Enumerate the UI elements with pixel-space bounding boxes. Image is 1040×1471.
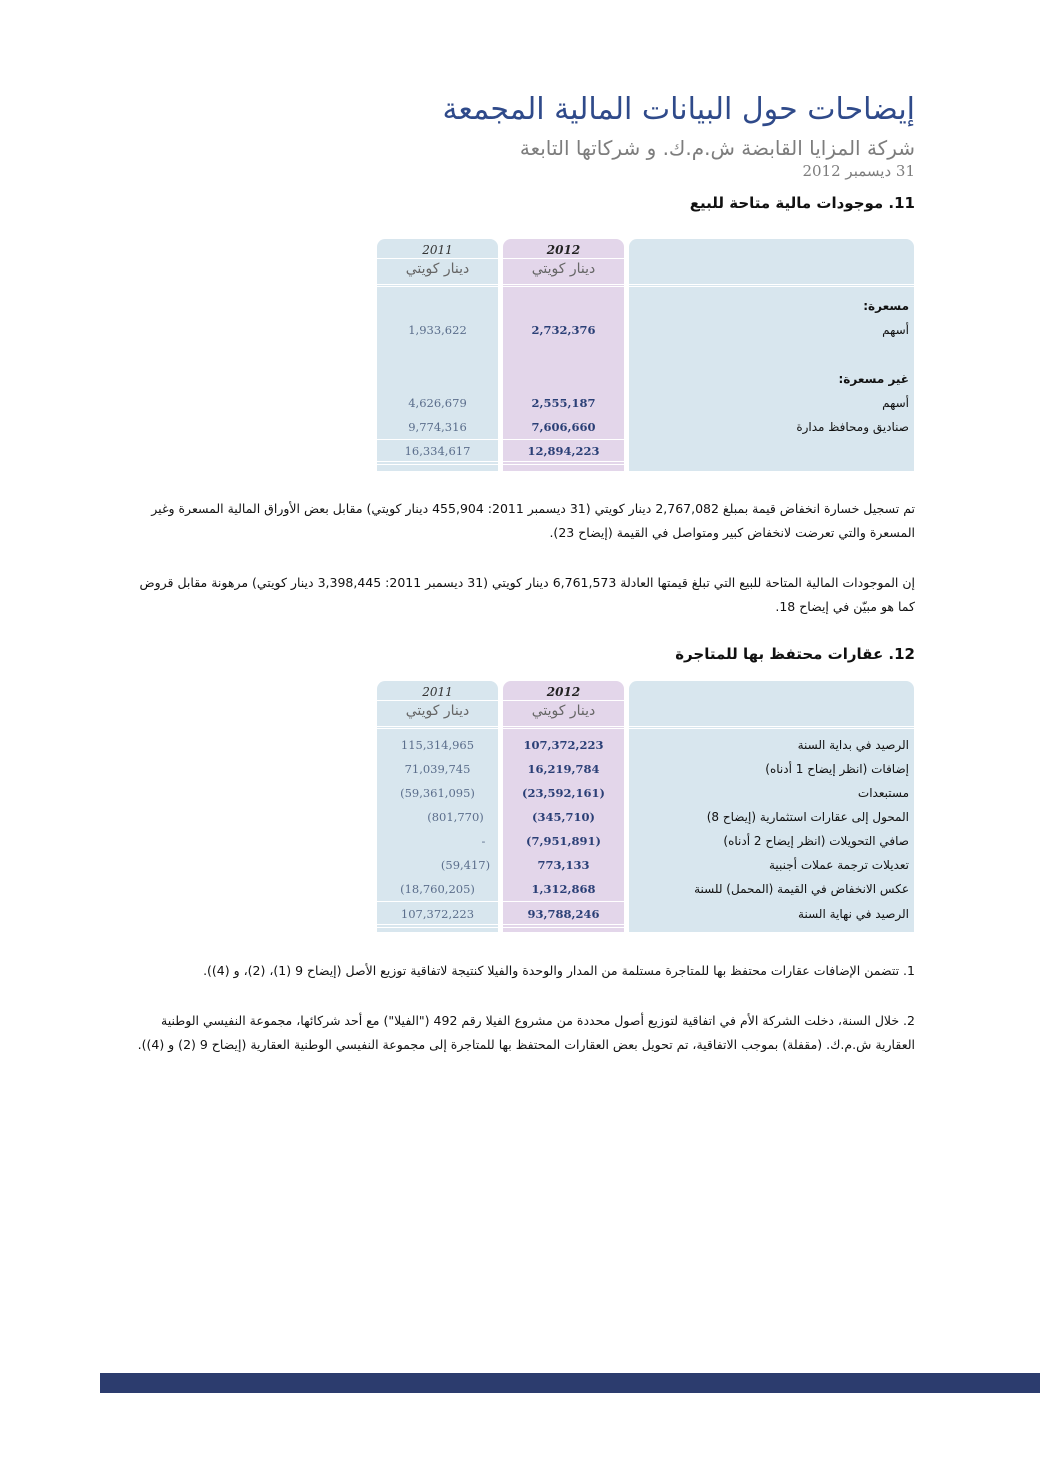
value-2012: 2,555,187 <box>531 396 596 410</box>
row-label: صافي التحويلات (انظر إيضاح 2 أدناه) <box>723 834 909 848</box>
row-label: أسهم <box>882 323 909 337</box>
value-2012: (345,710) <box>532 810 595 824</box>
section-11-heading: 11. موجودات مالية متاحة للبيع <box>689 194 915 212</box>
value-2011: (59,361,095) <box>400 786 475 800</box>
row-label: مستبعدات <box>857 786 909 800</box>
note-2-line-1: 2. خلال السنة، دخلت الشركة الأم في اتفاقية لتوزيع أصول محددة من مشروع الفيلا رقم 492 ("الفيلا") مع أحد شركائها، مجموعة النفيسي الوطنية <box>161 1013 915 1028</box>
total-2012: 12,894,223 <box>527 444 600 458</box>
value-2011: 1,933,622 <box>408 323 467 337</box>
total-2012: 93,788,246 <box>527 907 600 921</box>
impairment-line-2: المسعرة والتي تعرضت لانخفاض كبير ومتواصل في القيمة (إيضاح 23). <box>549 525 915 540</box>
header-year-2011: 2011 <box>422 685 453 699</box>
column-labels <box>629 239 914 471</box>
value-2011: (59,417) <box>440 858 491 872</box>
report-date: 31 ديسمبر 2012 <box>802 162 915 180</box>
pledge-line-1: إن الموجودات المالية المتاحة للبيع التي تبلغ قيمتها العادلة 6,761,573 دينار كويتي (31 ديسمبر 2011: 3,398,445 دينار كويتي) مرهونة مقابل قروض <box>139 575 915 590</box>
header-currency-2011: دينار كويتي <box>405 261 470 277</box>
note-1-text: 1. تتضمن الإضافات عقارات محتفظ بها للمتاجرة مستلمة من المدار والوحدة والفيلا كنتيجة لاتفاقية توزيع الأصل (إيضاح 9 (1)، (2)، و (4)). <box>203 963 915 978</box>
total-2011: 16,334,617 <box>404 444 471 458</box>
value-2011: 4,626,679 <box>408 396 467 410</box>
value-2012: 1,312,868 <box>531 882 596 896</box>
pledge-line-2: كما هو مبيّن في إيضاح 18. <box>775 599 915 614</box>
note-1 <box>115 959 915 983</box>
impairment-paragraph <box>115 497 915 545</box>
row-label: الرصيد في نهاية السنة <box>798 907 909 921</box>
value-2012: (23,592,161) <box>522 786 605 800</box>
value-2012: 107,372,223 <box>523 738 604 752</box>
row-label: غير مسعرة: <box>838 372 909 386</box>
row-label: تعديلات ترجمة عملات أجنبية <box>768 858 909 872</box>
value-2012: 16,219,784 <box>527 762 600 776</box>
note-2 <box>115 1009 915 1057</box>
row-label: أسهم <box>882 396 909 410</box>
row-label: المحول إلى عقارات استثمارية (إيضاح 8) <box>706 810 909 824</box>
value-2011: (18,760,205) <box>400 882 475 896</box>
section-12-heading: 12. عقارات محتفظ بها للمتاجرة <box>675 645 915 663</box>
header-year-2012: 2012 <box>546 685 581 699</box>
footer-bar <box>100 1373 1040 1393</box>
header-year-2011: 2011 <box>422 243 453 257</box>
value-2012: (7,951,891) <box>526 834 601 848</box>
page-title: إيضاحات حول البيانات المالية المجمعة <box>442 92 915 127</box>
table-properties-held-for-trading <box>377 681 914 932</box>
value-2011: 71,039,745 <box>404 762 471 776</box>
impairment-line-1: تم تسجيل خسارة انخفاض قيمة بمبلغ 2,767,082 دينار كويتي (31 ديسمبر 2011: 455,904 دينار كويتي) مقابل بعض الأوراق المالية المسعرة وغير <box>151 501 915 516</box>
value-2012: 7,606,660 <box>531 420 596 434</box>
header-currency-2012: دينار كويتي <box>531 261 596 277</box>
header-currency-2012: دينار كويتي <box>531 703 596 719</box>
header-year-2012: 2012 <box>546 243 581 257</box>
value-2012: 773,133 <box>537 858 590 872</box>
row-label: عكس الانخفاض في القيمة (المحمل) للسنة <box>694 882 909 896</box>
value-2011: - <box>481 834 486 848</box>
note-2-line-2: العقارية ش.م.ك. (مقفلة) بموجب الاتفاقية، تم تحويل بعض العقارات المحتفظ بها للمتاجرة إلى مجموعة النفيسي الوطنية العقارية (إيضاح 9 (2) و (4)). <box>137 1037 915 1052</box>
header-currency-2011: دينار كويتي <box>405 703 470 719</box>
total-2011: 107,372,223 <box>400 907 475 921</box>
row-label: الرصيد في بداية السنة <box>797 738 909 752</box>
value-2011: 9,774,316 <box>408 420 467 434</box>
pledge-paragraph <box>115 571 915 619</box>
value-2012: 2,732,376 <box>531 323 596 337</box>
table-available-for-sale <box>377 239 914 471</box>
row-label: مسعرة: <box>863 299 909 313</box>
row-label: صناديق ومحافظ مدارة <box>796 420 909 434</box>
row-label: إضافات (انظر إيضاح 1 أدناه) <box>765 762 909 776</box>
value-2011: (801,770) <box>427 810 484 824</box>
value-2011: 115,314,965 <box>400 738 475 752</box>
company-name: شركة المزايا القابضة ش.م.ك. و شركاتها التابعة <box>519 136 915 160</box>
